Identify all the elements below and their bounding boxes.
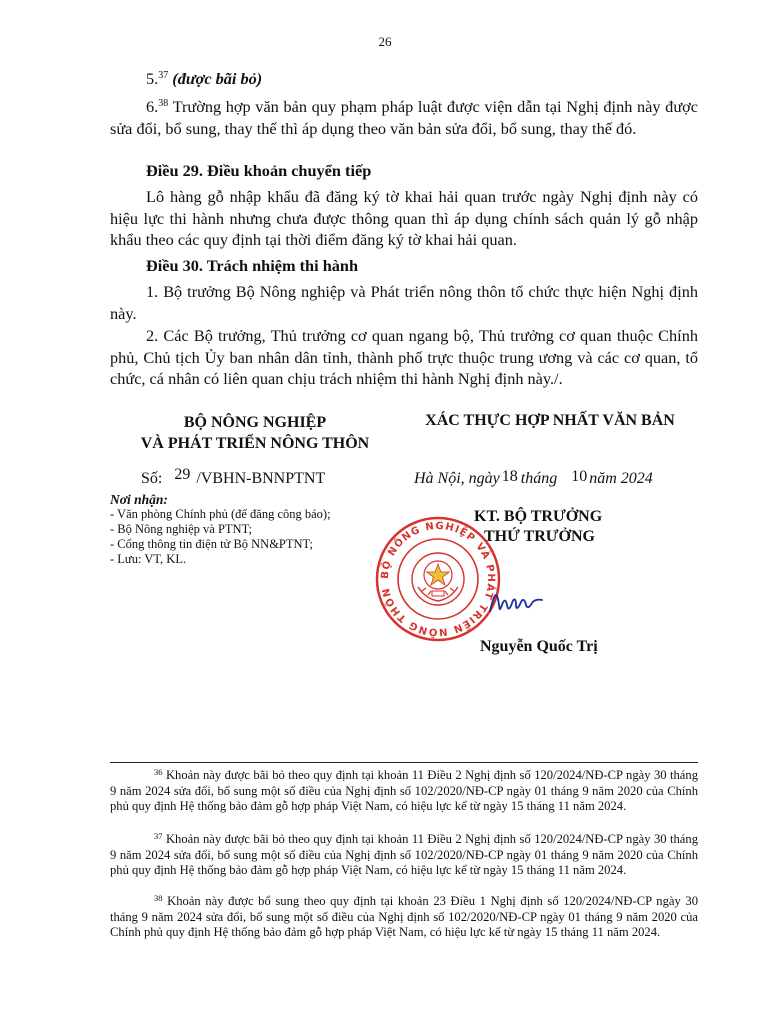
date-prefix: Hà Nội, ngày <box>414 470 500 487</box>
footnote-ref-38[interactable]: 38 <box>158 98 169 109</box>
document-number <box>141 466 326 488</box>
article-30-clause-1: 1. Bộ trưởng Bộ Nông nghiệp và Phát triển nông thôn tổ chức thực hiện Nghị định này. <box>110 282 698 323</box>
footnote-text: Khoản này được bãi bỏ theo quy định tại khoản 11 Điều 2 Nghị định số 120/2024/NĐ-CP ngày 30 tháng 9 năm 2024 sửa đổi, bổ sung một số điều của Nghị định số 102/2020/NĐ-CP ngày 01 tháng 9 năm 2020 của Chính phủ quy định Hệ thống bảo đảm gỗ hợp pháp Việt Nam, có hiệu lực kể từ ngày 15 tháng 11 năm 2024. <box>110 832 698 878</box>
footnote-index: 36 <box>154 767 163 777</box>
date-month-label: tháng <box>520 470 558 487</box>
footnote-text: Khoản này được bãi bỏ theo quy định tại khoản 11 Điều 2 Nghị định số 120/2024/NĐ-CP ngày 30 tháng 9 năm 2024 sửa đổi, bổ sung một số điều của Nghị định số 102/2020/NĐ-CP ngày 01 tháng 9 năm 2020 của Chính phủ quy định Hệ thống bảo đảm gỗ hợp pháp Việt Nam, có hiệu lực kể từ ngày 15 tháng 11 năm 2024. <box>110 768 698 814</box>
item-5 <box>110 68 698 90</box>
item-5-number: 5. <box>146 69 159 88</box>
national-emblem-icon <box>412 553 464 605</box>
page-number: 26 <box>378 34 392 49</box>
so-label: Số: <box>141 470 163 487</box>
signer-title-line-1: KT. BỘ TRƯỞNG <box>474 508 603 525</box>
so-suffix: /VBHN-BNNPTNT <box>196 470 326 487</box>
signer-title <box>474 507 602 547</box>
handwritten-signature <box>486 585 556 625</box>
recipients <box>110 492 380 567</box>
recipient-item: - Lưu: VT, KL. <box>110 552 187 566</box>
footnote-38 <box>110 894 698 941</box>
recipient-item: - Cổng thông tin điện tử Bộ NN&PTNT; <box>110 537 313 551</box>
article-30-title: Điều 30. Trách nhiệm thi hành <box>146 256 358 275</box>
footnote-36 <box>110 768 698 815</box>
item-6-text: Trường hợp văn bản quy phạm pháp luật được viện dẫn tại Nghị định này được sửa đổi, bổ sung, thay thế thì áp dụng theo văn bản sửa đổi, bổ sung, thay thế đó. <box>110 97 698 138</box>
recipient-item: - Văn phòng Chính phủ (để đăng công báo); <box>110 507 331 521</box>
date-month: 10 <box>571 468 588 485</box>
document-date <box>414 470 653 488</box>
authentication-title: XÁC THỰC HỢP NHẤT VĂN BẢN <box>425 412 675 429</box>
item-5-text: (được bãi bỏ) <box>168 69 263 88</box>
so-number: 29 <box>174 466 191 483</box>
date-year: năm 2024 <box>589 470 653 487</box>
item-6 <box>110 96 698 139</box>
item-6-number: 6. <box>146 97 159 116</box>
issuing-organization <box>110 412 400 454</box>
footnote-index: 37 <box>154 831 163 841</box>
signer-name: Nguyễn Quốc Trị <box>480 638 598 655</box>
seal-text: BỘ NÔNG NGHIỆP VÀ PHÁT TRIỂN NÔNG THÔN <box>379 520 497 638</box>
article-29-body: Lô hàng gỗ nhập khẩu đã đăng ký tờ khai hải quan trước ngày Nghị định này có hiệu lực thi hành nhưng chưa được thông quan thì áp dụng chính sách quản lý gỗ nhập khẩu theo các quy định tại thời điểm đăng ký tờ khai hải quan. <box>110 187 698 249</box>
recipients-label: Nơi nhận: <box>110 492 168 507</box>
footnote-index: 38 <box>154 893 163 903</box>
footnote-37 <box>110 832 698 879</box>
org-line-1: BỘ NÔNG NGHIỆP <box>183 414 327 431</box>
article-30-clause-2: 2. Các Bộ trưởng, Thủ trưởng cơ quan ngang bộ, Thủ trưởng cơ quan thuộc Chính phủ, Chủ tịch Ủy ban nhân dân tỉnh, thành phố trực thuộc trung ương và các cơ quan, tổ chức, cá nhân có liên quan chịu trách nhiệm thi hành Nghị định này./. <box>110 326 698 388</box>
footnote-separator <box>110 762 698 763</box>
footnote-text: Khoản này được bổ sung theo quy định tại khoản 23 Điều 1 Nghị định số 120/2024/NĐ-CP ngày 30 tháng 9 năm 2024 sửa đổi, bổ sung một số điều của Nghị định số 102/2020/NĐ-CP ngày 01 tháng 9 năm 2020 của Chính phủ quy định Hệ thống bảo đảm gỗ hợp pháp Việt Nam, có hiệu lực kể từ ngày 15 tháng 11 năm 2024. <box>110 894 698 940</box>
org-line-2: VÀ PHÁT TRIỂN NÔNG THÔN <box>140 435 370 452</box>
date-day: 18 <box>501 468 518 485</box>
article-29-title: Điều 29. Điều khoản chuyển tiếp <box>146 161 372 180</box>
recipient-item: - Bộ Nông nghiệp và PTNT; <box>110 522 253 536</box>
signer-title-line-2: THỨ TRƯỞNG <box>484 528 595 545</box>
footnote-ref-37[interactable]: 37 <box>158 70 169 81</box>
